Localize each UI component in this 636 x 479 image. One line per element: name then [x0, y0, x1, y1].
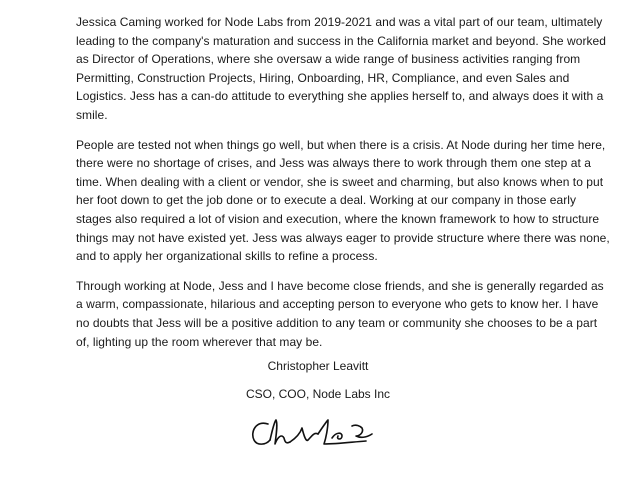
letter-body: [76, 13, 610, 362]
paragraph-crisis: People are tested not when things go well, but when there is a crisis. At Node during her time here, there were no shortage of crises, and Jess was always there to work through them one step at a time. When dealing with a client or vendor, she is sweet and charming, but also knows when to put her foot down to get the job done or to execute a deal. Working at our company in those early stages also required a lot of vision and execution, where the known framework to how to structure things may not have existed yet. Jess was always eager to provide structure where there was none, and to apply her organizational skills to refine a process.: [76, 137, 610, 264]
paragraph-intro: Jessica Caming worked for Node Labs from 2019-2021 and was a vital part of our team, ultimately leading to the company's maturation and success in the California market and beyond. She worked as Director of Operations, where she oversaw a wide range of business activities ranging from Permitting, Construction Projects, Hiring, Onboarding, HR, Compliance, and even Sales and Logistics. Jess has a can-do attitude to everything she applies herself to, and always does it with a smile.: [76, 15, 607, 122]
signer-title: CSO, COO, Node Labs Inc: [245, 387, 391, 401]
paragraph-closing: Through working at Node, Jess and I have become close friends, and she is generally regarded as a warm, compassionate, hilarious and accepting person to everyone who gets to know her. I have no doubts that Jess will be a positive addition to any team or community she chooses to be a part of, lighting up the room wherever that may be.: [76, 278, 604, 349]
signer-name: Christopher Leavitt: [267, 359, 369, 373]
signature-icon: [248, 414, 388, 454]
